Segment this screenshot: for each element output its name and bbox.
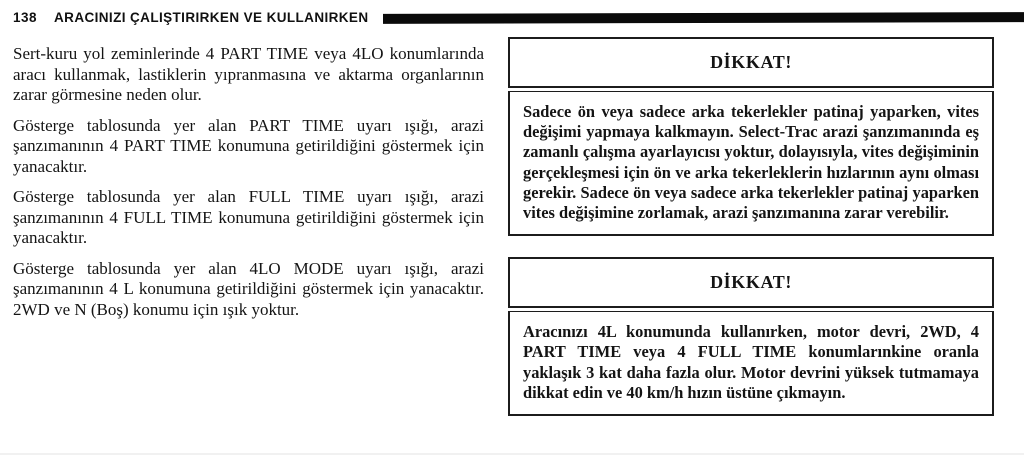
page-number: 138 — [13, 10, 38, 25]
warning-box-engine-speed — [508, 257, 994, 416]
warning-column — [508, 37, 994, 437]
warning-body-text: Sadece ön veya sadece arka tekerlekler patinaj yaparken, vites değişimi yapmaya kalkmayın. Select-Trac arazi şanzımanında eş zamanlı çalışma ayarlayıcısı yoktur, dolayısıyla, vites değişiminin gerçekleşmesi için ön ve arka tekerleklerin hızlarının aynı olması gerekir. Sadece ön veya sadece arka tekerlekler patinaj yaparken vites değişimine zorlamak, arazi şanzımanına zarar verebilir. — [508, 91, 994, 236]
warning-title: DİKKAT! — [710, 272, 792, 293]
paragraph-4lo-mode-light: Gösterge tablosunda yer alan 4LO MODE uyarı ışığı, arazi şanzımanının 4 L konumuna getirildiğini göstermek için yanacaktır. 2WD ve N (Boş) konumu için ışık yoktur. — [13, 258, 484, 319]
header-rule-bar — [383, 12, 1024, 24]
warning-title-box — [508, 37, 994, 88]
page-header — [0, 0, 1024, 25]
page-title: ARACINIZI ÇALIŞTIRIRKEN VE KULLANIRKEN — [54, 10, 369, 25]
page-content — [0, 37, 1024, 437]
paragraph-part-time-light: Gösterge tablosunda yer alan PART TIME uyarı ışığı, arazi şanzımanının 4 PART TIME konumuna getirildiğini göstermek için yanacaktır. — [13, 115, 484, 176]
warning-title-box — [508, 257, 994, 308]
warning-title: DİKKAT! — [710, 52, 792, 72]
warning-box-shifting — [508, 37, 994, 236]
paragraph-full-time-light: Gösterge tablosunda yer alan FULL TIME uyarı ışığı, arazi şanzımanının 4 FULL TIME konumuna getirildiğini göstermek için yanacaktır. — [13, 187, 484, 247]
body-text-column — [0, 37, 484, 437]
warning-body-text: Aracınızı 4L konumunda kullanırken, motor devri, 2WD, 4 PART TIME veya 4 FULL TIME konumlarınkine oranla yaklaşık 3 kat daha fazla olur. Motor devrini yüksek tutmamaya dikkat edin ve 40 km/h hızın üstüne çıkmayın. — [508, 311, 994, 416]
scan-artifact-line — [0, 453, 1024, 455]
paragraph-driving-surfaces: Sert-kuru yol zeminlerinde 4 PART TIME veya 4LO konumlarında aracı kullanmak, lastiklerin yıpranmasına ve aktarma organlarının zarar görmesine neden olur. — [13, 44, 484, 104]
